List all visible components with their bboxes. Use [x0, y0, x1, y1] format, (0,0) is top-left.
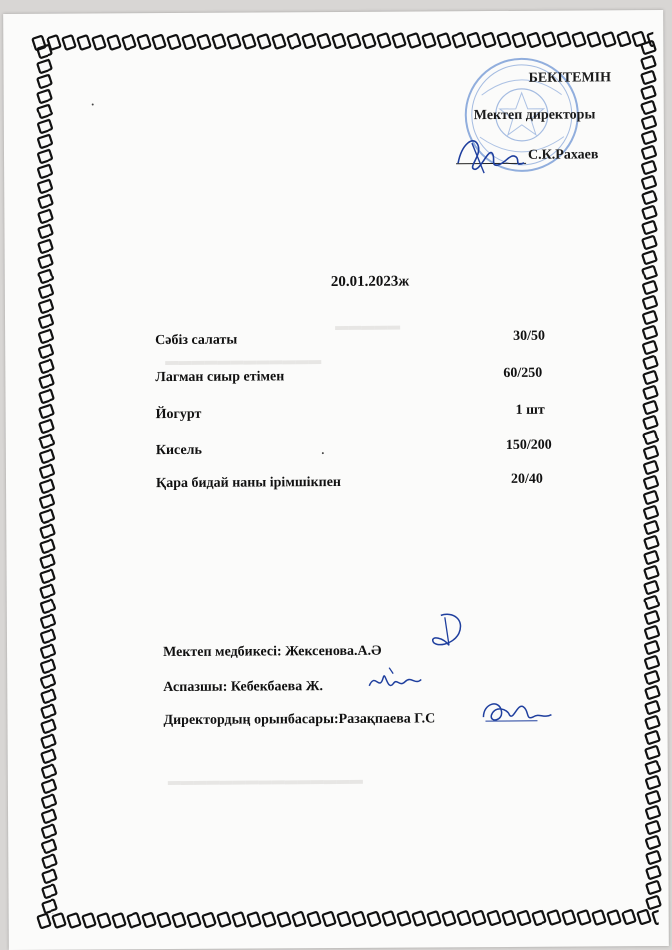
menu-item-portion: 1 шт [515, 402, 545, 418]
menu-item-name: Қара бидай наны ірімшікпен [155, 474, 342, 492]
staff-deputy-director: Директордың орынбасары:Разақпаева Г.С [163, 711, 436, 729]
deputy-signature-icon [477, 691, 557, 731]
ornamental-border-left [33, 44, 60, 914]
menu-item-portion: 150/200 [505, 437, 552, 453]
menu-item-portion: 60/250 [503, 365, 543, 381]
menu-item-name: Йогурт [155, 406, 202, 423]
scan-speck [92, 103, 94, 105]
menu-date: 20.01.2023ж [330, 273, 410, 291]
director-position: Мектеп директоры [473, 107, 596, 124]
menu-item-name: Лагман сиыр етімен [155, 369, 285, 386]
nurse-signature-icon [425, 607, 475, 657]
cook-signature-icon [365, 661, 425, 701]
staff-nurse: Мектеп медбикесі: Жексенова.А.Ә [163, 643, 382, 661]
menu-item-portion: 30/50 [513, 328, 546, 344]
scan-speck [322, 452, 324, 454]
director-signature-icon [444, 123, 534, 184]
menu-item-name: Кисель [155, 442, 202, 459]
approval-heading: БЕКІТЕМІН [528, 70, 612, 86]
director-name: С.К.Рахаев [527, 147, 599, 163]
ornamental-border-bottom [37, 906, 659, 932]
menu-item-name: Сәбіз салаты [155, 332, 238, 349]
document-page [3, 10, 669, 950]
bleed-through-text: ▬▬▬▬▬ [335, 317, 401, 334]
bleed-through-text: ▬▬▬▬▬▬▬▬▬▬▬▬ [165, 352, 322, 369]
ornamental-border-top [31, 28, 653, 54]
staff-cook: Аспазшы: Кебекбаева Ж. [163, 679, 324, 696]
ornamental-border-right [637, 40, 664, 910]
menu-item-portion: 20/40 [510, 471, 543, 487]
bleed-through-text: ▬▬▬▬▬▬▬▬▬▬▬▬▬▬▬ [167, 771, 363, 789]
